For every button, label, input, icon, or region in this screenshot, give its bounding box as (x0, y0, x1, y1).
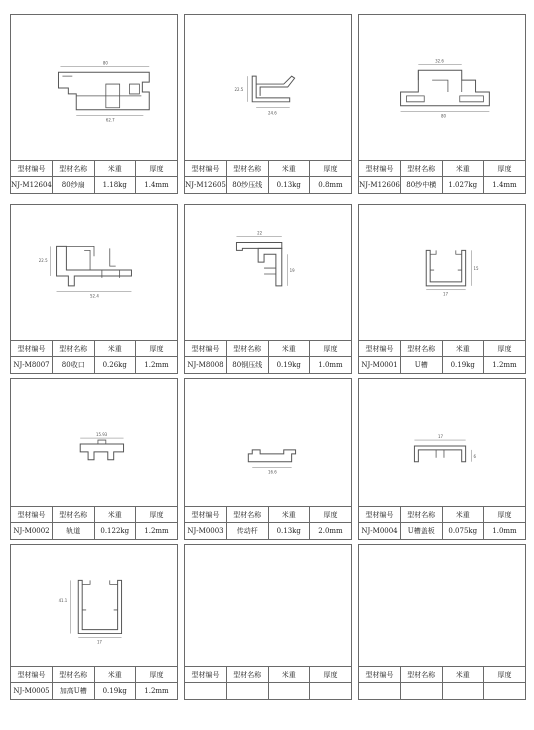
profile-code: NJ-M0001 (359, 357, 401, 374)
header-name: 型材名称 (53, 341, 95, 357)
profile-drawing (11, 379, 177, 508)
header-thickness: 厚度 (136, 667, 178, 683)
header-name: 型材名称 (227, 507, 269, 523)
header-weight: 米重 (442, 161, 484, 177)
profile-code (185, 683, 227, 700)
profile-card (184, 378, 352, 540)
profile-weight: 0.19kg (442, 357, 484, 374)
header-thickness: 厚度 (310, 507, 352, 523)
profile-name: U槽 (401, 357, 443, 374)
dimension-label: 17 (438, 434, 444, 440)
dimension-label: 22 (257, 230, 263, 236)
dimension-label: 24.6 (268, 110, 277, 116)
profile-thickness: 1.2mm (136, 683, 178, 700)
header-thickness: 厚度 (310, 161, 352, 177)
header-weight: 米重 (94, 507, 136, 523)
header-name: 型材名称 (227, 161, 269, 177)
profile-weight (442, 683, 484, 700)
profile-drawing (11, 545, 177, 668)
profile-weight: 0.19kg (268, 357, 310, 374)
dimension-label: 22.5 (234, 86, 244, 92)
profile-code (359, 683, 401, 700)
profile-weight: 0.075kg (442, 523, 484, 540)
header-weight: 米重 (268, 341, 310, 357)
header-thickness: 厚度 (136, 507, 178, 523)
dimension-label: 22.5 (38, 258, 48, 264)
profile-name (401, 683, 443, 700)
profile-thickness: 1.4mm (136, 177, 178, 194)
header-thickness: 厚度 (484, 341, 526, 357)
header-code: 型材编号 (11, 667, 53, 683)
header-weight: 米重 (268, 507, 310, 523)
profile-drawing (185, 379, 351, 508)
spec-table (185, 666, 351, 699)
spec-table (11, 160, 177, 193)
dimension-label: 62.7 (105, 117, 115, 123)
header-code: 型材编号 (185, 667, 227, 683)
spec-table (359, 340, 525, 373)
profile-card-empty (184, 544, 352, 700)
spec-table (11, 506, 177, 539)
header-code: 型材编号 (185, 341, 227, 357)
header-name: 型材名称 (53, 161, 95, 177)
profile-sketch (185, 379, 351, 508)
spec-table (185, 506, 351, 539)
profile-sketch (11, 545, 177, 668)
spec-table (11, 666, 177, 699)
dimension-label: 6 (473, 453, 477, 459)
profile-thickness: 1.4mm (484, 177, 526, 194)
dimension-label: 52.4 (90, 293, 99, 299)
header-name: 型材名称 (227, 667, 269, 683)
profile-name: 80收口 (53, 357, 95, 374)
profile-weight: 0.122kg (94, 523, 136, 540)
dimension-label: 80 (102, 60, 108, 66)
profile-name: 传动杆 (227, 523, 269, 540)
header-weight: 米重 (94, 341, 136, 357)
header-name: 型材名称 (401, 161, 443, 177)
profile-card (184, 14, 352, 194)
profile-code: NJ-M12605 (185, 177, 227, 194)
profile-sketch (359, 379, 525, 508)
header-name: 型材名称 (401, 341, 443, 357)
header-code: 型材编号 (11, 507, 53, 523)
header-thickness: 厚度 (484, 667, 526, 683)
header-code: 型材编号 (359, 667, 401, 683)
profile-code: NJ-M12606 (359, 177, 401, 194)
header-code: 型材编号 (359, 507, 401, 523)
header-name: 型材名称 (401, 667, 443, 683)
profile-code: NJ-M0004 (359, 523, 401, 540)
profile-sketch (11, 379, 177, 508)
spec-table (359, 506, 525, 539)
profile-name: 80钢压线 (227, 357, 269, 374)
profile-card (358, 204, 526, 374)
spec-table (359, 666, 525, 699)
header-weight: 米重 (94, 667, 136, 683)
profile-card (10, 544, 178, 700)
profile-sketch (359, 205, 525, 342)
dimension-label: 15 (473, 266, 479, 272)
profile-thickness (310, 683, 352, 700)
profile-drawing (11, 205, 177, 342)
profile-drawing (185, 205, 351, 342)
profile-thickness: 1.0mm (484, 523, 526, 540)
spec-table (185, 160, 351, 193)
profile-weight: 0.13kg (268, 523, 310, 540)
profile-thickness: 1.2mm (136, 523, 178, 540)
header-code: 型材编号 (359, 341, 401, 357)
profile-name: 加高U槽 (53, 683, 95, 700)
profile-weight: 0.19kg (94, 683, 136, 700)
profile-code: NJ-M8008 (185, 357, 227, 374)
header-thickness: 厚度 (310, 667, 352, 683)
profile-code: NJ-M8007 (11, 357, 53, 374)
profile-thickness: 1.2mm (484, 357, 526, 374)
header-weight: 米重 (442, 667, 484, 683)
header-weight: 米重 (268, 667, 310, 683)
dimension-label: 41.1 (58, 598, 68, 604)
profile-card (10, 378, 178, 540)
profile-thickness: 1.0mm (310, 357, 352, 374)
header-name: 型材名称 (53, 507, 95, 523)
header-code: 型材编号 (11, 341, 53, 357)
profile-code: NJ-M0003 (185, 523, 227, 540)
profile-weight: 0.26kg (94, 357, 136, 374)
profile-card (184, 204, 352, 374)
header-name: 型材名称 (227, 341, 269, 357)
profile-thickness: 1.2mm (136, 357, 178, 374)
header-thickness: 厚度 (484, 161, 526, 177)
profile-sketch (185, 205, 351, 342)
profile-drawing (185, 15, 351, 162)
header-weight: 米重 (442, 341, 484, 357)
dimension-label: 80 (441, 113, 447, 119)
spec-table (359, 160, 525, 193)
dimension-label: 15.93 (95, 432, 108, 438)
header-weight: 米重 (268, 161, 310, 177)
header-thickness: 厚度 (136, 161, 178, 177)
header-weight: 米重 (442, 507, 484, 523)
profile-weight: 0.13kg (268, 177, 310, 194)
profile-card-empty (358, 544, 526, 700)
dimension-label: 16.6 (268, 469, 277, 475)
profile-sketch (11, 205, 177, 342)
profile-sketch (185, 15, 351, 162)
profile-thickness: 0.8mm (310, 177, 352, 194)
header-thickness: 厚度 (310, 341, 352, 357)
profile-drawing (359, 379, 525, 508)
profile-drawing (359, 205, 525, 342)
profile-card (358, 14, 526, 194)
profile-code: NJ-M0005 (11, 683, 53, 700)
header-name: 型材名称 (401, 507, 443, 523)
profile-card (10, 14, 178, 194)
profile-weight: 1.18kg (94, 177, 136, 194)
dimension-label: 19 (289, 268, 295, 274)
profile-sketch (11, 15, 177, 162)
profile-drawing (11, 15, 177, 162)
profile-weight: 1.027kg (442, 177, 484, 194)
header-weight: 米重 (94, 161, 136, 177)
header-name: 型材名称 (53, 667, 95, 683)
profile-thickness (484, 683, 526, 700)
profile-card (358, 378, 526, 540)
header-code: 型材编号 (11, 161, 53, 177)
header-code: 型材编号 (359, 161, 401, 177)
profile-name: 轨道 (53, 523, 95, 540)
profile-name (227, 683, 269, 700)
profile-code: NJ-M0002 (11, 523, 53, 540)
dimension-label: 32.6 (435, 58, 444, 64)
header-code: 型材编号 (185, 161, 227, 177)
profile-sketch (359, 15, 525, 162)
dimension-label: 17 (96, 639, 102, 645)
profile-name: 80纱扇 (53, 177, 95, 194)
profile-card (10, 204, 178, 374)
spec-table (11, 340, 177, 373)
header-code: 型材编号 (185, 507, 227, 523)
profile-name: 80纱中横 (401, 177, 443, 194)
profile-name: 80纱压线 (227, 177, 269, 194)
header-thickness: 厚度 (484, 507, 526, 523)
profile-weight (268, 683, 310, 700)
header-thickness: 厚度 (136, 341, 178, 357)
profile-code: NJ-M12604 (11, 177, 53, 194)
profile-thickness: 2.0mm (310, 523, 352, 540)
dimension-label: 17 (442, 291, 449, 297)
profile-name: U槽盖板 (401, 523, 443, 540)
profile-drawing (359, 15, 525, 162)
spec-table (185, 340, 351, 373)
